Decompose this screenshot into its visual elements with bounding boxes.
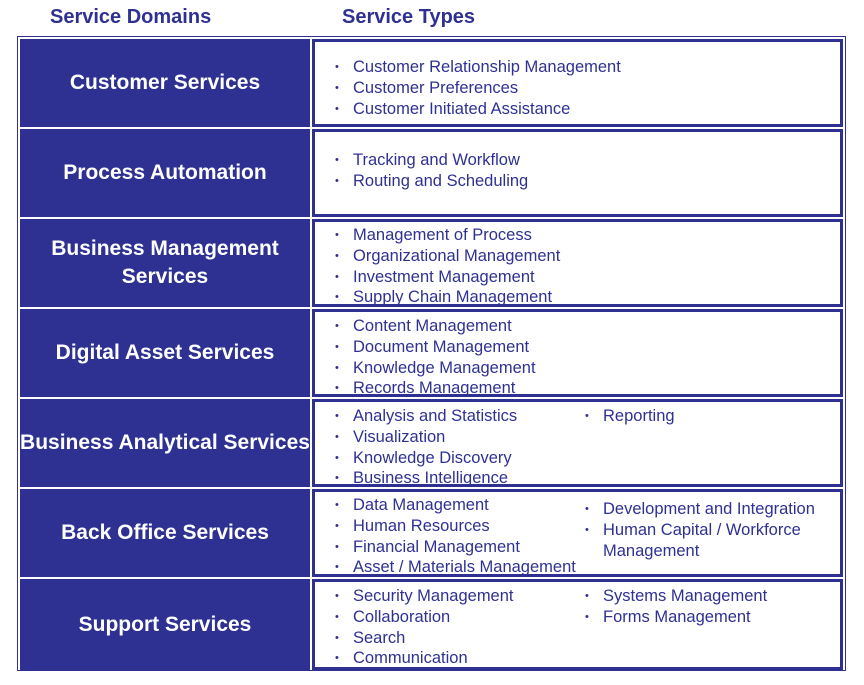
list-item: • Customer Initiated Assistance [335,99,621,120]
list-item: • Document Management [335,337,536,358]
list-item: • Search [335,628,514,649]
types-cell [312,309,843,397]
domain-cell: Process Automation [20,129,310,217]
list-item: • Routing and Scheduling [335,171,528,192]
types-list [335,316,536,399]
domain-cell: Back Office Services [20,489,310,577]
domain-cell: Business Analytical Services [20,399,310,487]
list-item: • Human Resources [335,516,576,537]
list-item: • Data Management [335,495,576,516]
types-list [335,225,560,308]
list-item: • Systems Management [585,586,767,607]
types-cell [312,399,843,487]
row-back-office-services [18,487,845,579]
row-support-services [18,577,845,672]
list-item: • Records Management [335,378,536,399]
types-list [335,406,517,489]
types-list-secondary [585,499,853,561]
service-types-header: Service Types [342,6,476,28]
list-item: • Development and Integration [585,499,853,520]
list-item: • Knowledge Management [335,358,536,379]
list-item: • Security Management [335,586,514,607]
list-item: • Analysis and Statistics [335,406,517,427]
domain-cell: Digital Asset Services [20,309,310,397]
list-item: • Forms Management [585,607,767,628]
list-item: • Tracking and Workflow [335,150,528,171]
types-list [335,495,576,578]
types-list [335,586,514,669]
types-cell [312,39,843,127]
service-table [17,36,846,671]
list-item: • Customer Relationship Management [335,57,621,78]
row-customer-services [18,37,845,129]
list-item: • Organizational Management [335,246,560,267]
list-item: • Financial Management [335,537,576,558]
row-business-analytical-services [18,397,845,489]
list-item: • Content Management [335,316,536,337]
types-cell [312,579,843,670]
list-item: • Human Capital / Workforce Management [585,520,853,562]
row-business-management-services [18,217,845,309]
row-digital-asset-services [18,307,845,399]
types-cell [312,219,843,307]
list-item: • Knowledge Discovery [335,448,517,469]
types-cell [312,489,843,577]
list-item: • Reporting [585,406,675,427]
list-item: • Visualization [335,427,517,448]
list-item: • Investment Management [335,267,560,288]
list-item: • Management of Process [335,225,560,246]
domain-cell: Customer Services [20,39,310,127]
row-process-automation [18,127,845,219]
types-cell [312,129,843,217]
service-domains-header: Service Domains [50,6,212,28]
domain-cell: Business Management Services [20,219,310,307]
types-list [335,57,621,119]
types-list [335,150,528,192]
list-item: • Communication [335,648,514,669]
list-item: • Asset / Materials Management [335,557,576,578]
list-item: • Supply Chain Management [335,287,560,308]
list-item: • Customer Preferences [335,78,621,99]
domain-cell: Support Services [20,579,310,670]
types-list-secondary [585,406,675,427]
types-list-secondary [585,586,767,628]
list-item: • Collaboration [335,607,514,628]
list-item: • Business Intelligence [335,468,517,489]
